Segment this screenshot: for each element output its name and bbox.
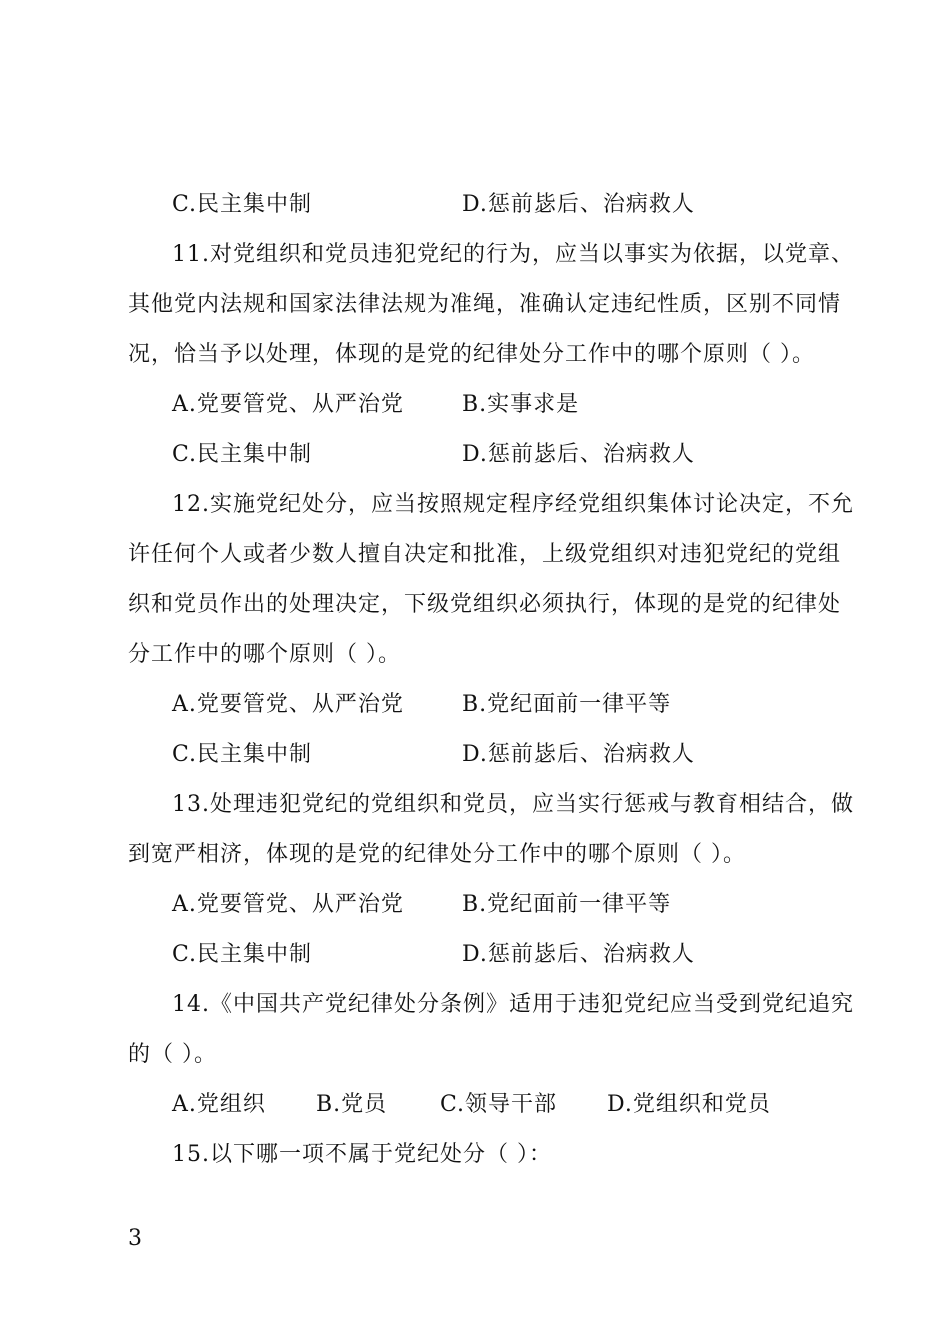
question-12-option-row-ab [0, 690, 950, 720]
question-12-option-row-cd [0, 740, 950, 770]
option-b: B.党员 [316, 1092, 388, 1117]
option-a: A.党要管党、从严治党 [172, 692, 404, 717]
question-12-line-2: 许任何个人或者少数人擅自决定和批准，上级党组织对违犯党纪的党组 [128, 542, 842, 567]
option-row-prev-cd [0, 190, 950, 220]
option-d: D.惩前毖后、治病救人 [462, 742, 695, 767]
question-13-line-2: 到宽严相济，体现的是党的纪律处分工作中的哪个原则（ ）。 [128, 842, 746, 867]
question-11-option-row-cd [0, 440, 950, 470]
option-d: D.惩前毖后、治病救人 [462, 442, 695, 467]
option-c: C.民主集中制 [172, 742, 313, 767]
option-b: B.党纪面前一律平等 [462, 692, 672, 717]
question-14-option-row [0, 1090, 950, 1120]
question-13-option-row-cd [0, 940, 950, 970]
option-c: C.民主集中制 [172, 442, 313, 467]
option-b: B.实事求是 [462, 392, 580, 417]
option-c: C.领导干部 [440, 1092, 558, 1117]
question-14-line-1: 14.《中国共产党纪律处分条例》适用于违犯党纪应当受到党纪追究 [172, 992, 854, 1017]
question-13-line-1: 13.处理违犯党纪的党组织和党员，应当实行惩戒与教育相结合，做 [172, 792, 854, 817]
option-a: A.党组织 [172, 1092, 266, 1117]
option-b: B.党纪面前一律平等 [462, 892, 672, 917]
question-15-line-1: 15.以下哪一项不属于党纪处分（ ）： [172, 1142, 552, 1167]
option-a: A.党要管党、从严治党 [172, 392, 404, 417]
question-12-line-1: 12.实施党纪处分，应当按照规定程序经党组织集体讨论决定，不允 [172, 492, 854, 517]
page-number: 3 [128, 1226, 142, 1251]
question-11-line-3: 况，恰当予以处理，体现的是党的纪律处分工作中的哪个原则（ ）。 [128, 342, 815, 367]
question-11-line-2: 其他党内法规和国家法律法规为准绳，准确认定违纪性质，区别不同情 [128, 292, 842, 317]
question-12-line-3: 织和党员作出的处理决定，下级党组织必须执行，体现的是党的纪律处 [128, 592, 842, 617]
question-12-line-4: 分工作中的哪个原则（ ）。 [128, 642, 401, 667]
question-13-option-row-ab [0, 890, 950, 920]
question-14-line-2: 的（ ）。 [128, 1042, 217, 1067]
option-d: D.党组织和党员 [607, 1092, 771, 1117]
question-11-option-row-ab [0, 390, 950, 420]
question-11-line-1: 11.对党组织和党员违犯党纪的行为，应当以事实为依据，以党章、 [172, 242, 854, 267]
option-c: C.民主集中制 [172, 942, 313, 967]
option-d: D.惩前毖后、治病救人 [462, 942, 695, 967]
option-d: D.惩前毖后、治病救人 [462, 192, 695, 217]
option-a: A.党要管党、从严治党 [172, 892, 404, 917]
option-c: C.民主集中制 [172, 192, 313, 217]
